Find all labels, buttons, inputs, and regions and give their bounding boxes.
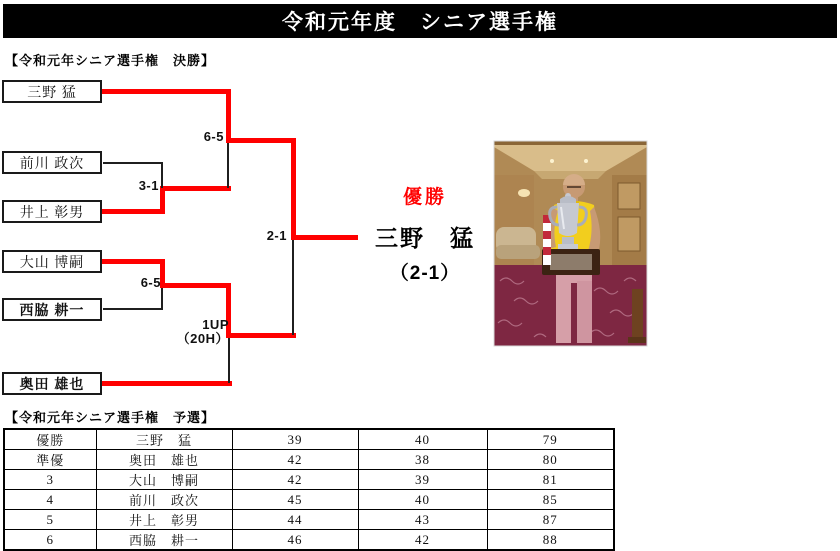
photo-trophy-ribbon	[543, 215, 551, 265]
bracket-line-black	[292, 240, 294, 335]
page-title: 令和元年度 シニア選手権	[282, 11, 558, 34]
cell-rank: 4	[4, 490, 96, 510]
winner-score: （2-1）	[389, 263, 461, 284]
bracket-line-black	[103, 162, 163, 164]
photo-wall-panel	[618, 217, 640, 251]
cell-total: 80	[487, 450, 614, 470]
photo-chair	[632, 289, 643, 339]
bracket-line-red	[102, 209, 165, 214]
bracket-line-black	[161, 162, 163, 188]
photo-man-leg	[556, 281, 571, 343]
table-row	[4, 470, 614, 490]
player-box-inoue	[2, 200, 102, 223]
cell-name: 前川 政次	[96, 490, 232, 510]
cell-rank: 5	[4, 510, 96, 530]
cell-out: 45	[232, 490, 358, 510]
player-name: 大山 博嗣	[19, 255, 85, 271]
score-semi-lower-line2: （20H）	[176, 330, 229, 346]
bracket-line-red	[160, 283, 231, 288]
cell-in: 38	[358, 450, 487, 470]
table-row	[4, 530, 614, 551]
table-row	[4, 450, 614, 470]
cell-total: 79	[487, 429, 614, 450]
title-bar	[3, 4, 837, 38]
player-name: 三野 猛	[27, 85, 77, 101]
bracket-line-black	[227, 143, 229, 188]
cell-out: 42	[232, 450, 358, 470]
photo-wall-panel	[618, 183, 640, 209]
cell-out: 42	[232, 470, 358, 490]
player-box-oyama	[2, 250, 102, 273]
prelim-section-heading: 【令和元年シニア選手権 予選】	[5, 410, 216, 425]
cell-out: 44	[232, 510, 358, 530]
photo-ceiling-light	[550, 159, 554, 163]
cell-in: 39	[358, 470, 487, 490]
cell-in: 42	[358, 530, 487, 551]
score-playin-lower: 6-5	[140, 275, 161, 290]
cell-out: 46	[232, 530, 358, 551]
score-semi-lower	[139, 318, 229, 345]
player-box-mino	[2, 80, 102, 103]
winner-photo	[494, 141, 647, 346]
score-final: 2-1	[266, 228, 287, 243]
bracket-line-red	[226, 89, 231, 143]
cell-in: 40	[358, 490, 487, 510]
cell-rank: 準優	[4, 450, 96, 470]
winner-name: 三野 猛	[375, 225, 475, 251]
bracket-line-red	[226, 138, 296, 143]
cell-total: 85	[487, 490, 614, 510]
table-row	[4, 429, 614, 450]
bracket-line-black	[103, 308, 163, 310]
player-box-okuda	[2, 372, 102, 395]
player-name: 前川 政次	[19, 156, 85, 172]
cell-rank: 6	[4, 530, 96, 551]
cell-total: 81	[487, 470, 614, 490]
table-row	[4, 490, 614, 510]
cell-name: 三野 猛	[96, 429, 232, 450]
bracket-line-red	[226, 333, 296, 338]
photo-ceiling-light	[584, 159, 588, 163]
photo-man-leg	[577, 281, 592, 343]
player-name: 西脇 耕一	[19, 301, 85, 318]
cell-rank: 優勝	[4, 429, 96, 450]
cell-in: 40	[358, 429, 487, 450]
bracket-line-red	[102, 381, 232, 386]
bracket-line-red	[291, 138, 296, 240]
score-semi-upper: 6-5	[203, 129, 224, 144]
player-name: 奥田 雄也	[19, 375, 85, 392]
score-semi-lower-line1: 1UP	[202, 317, 229, 332]
score-playin-upper: 3-1	[138, 178, 159, 193]
cell-total: 88	[487, 530, 614, 551]
bracket-line-black	[161, 288, 163, 310]
cell-name: 奥田 雄也	[96, 450, 232, 470]
photo-chair-leg	[628, 337, 646, 343]
final-section-heading: 【令和元年シニア選手権 決勝】	[5, 53, 216, 68]
cell-name: 大山 博嗣	[96, 470, 232, 490]
bracket-line-red	[160, 186, 231, 191]
player-box-maekawa	[2, 151, 102, 174]
player-box-nishiwaki	[2, 298, 102, 321]
winner-label: 優勝	[402, 187, 447, 208]
photo-wall-lamp	[518, 189, 530, 197]
bracket-line-red	[102, 259, 165, 264]
cell-name: 西脇 耕一	[96, 530, 232, 551]
photo-trophy-plaque	[550, 254, 592, 270]
player-name: 井上 彰男	[19, 205, 85, 221]
cell-rank: 3	[4, 470, 96, 490]
cell-out: 39	[232, 429, 358, 450]
photo-sofa-base	[496, 245, 540, 259]
photo-ceiling-edge	[494, 141, 647, 145]
prelim-table	[3, 428, 615, 551]
cell-total: 87	[487, 510, 614, 530]
cell-name: 井上 彰男	[96, 510, 232, 530]
table-row	[4, 510, 614, 530]
cell-in: 43	[358, 510, 487, 530]
bracket-line-red	[102, 89, 231, 94]
